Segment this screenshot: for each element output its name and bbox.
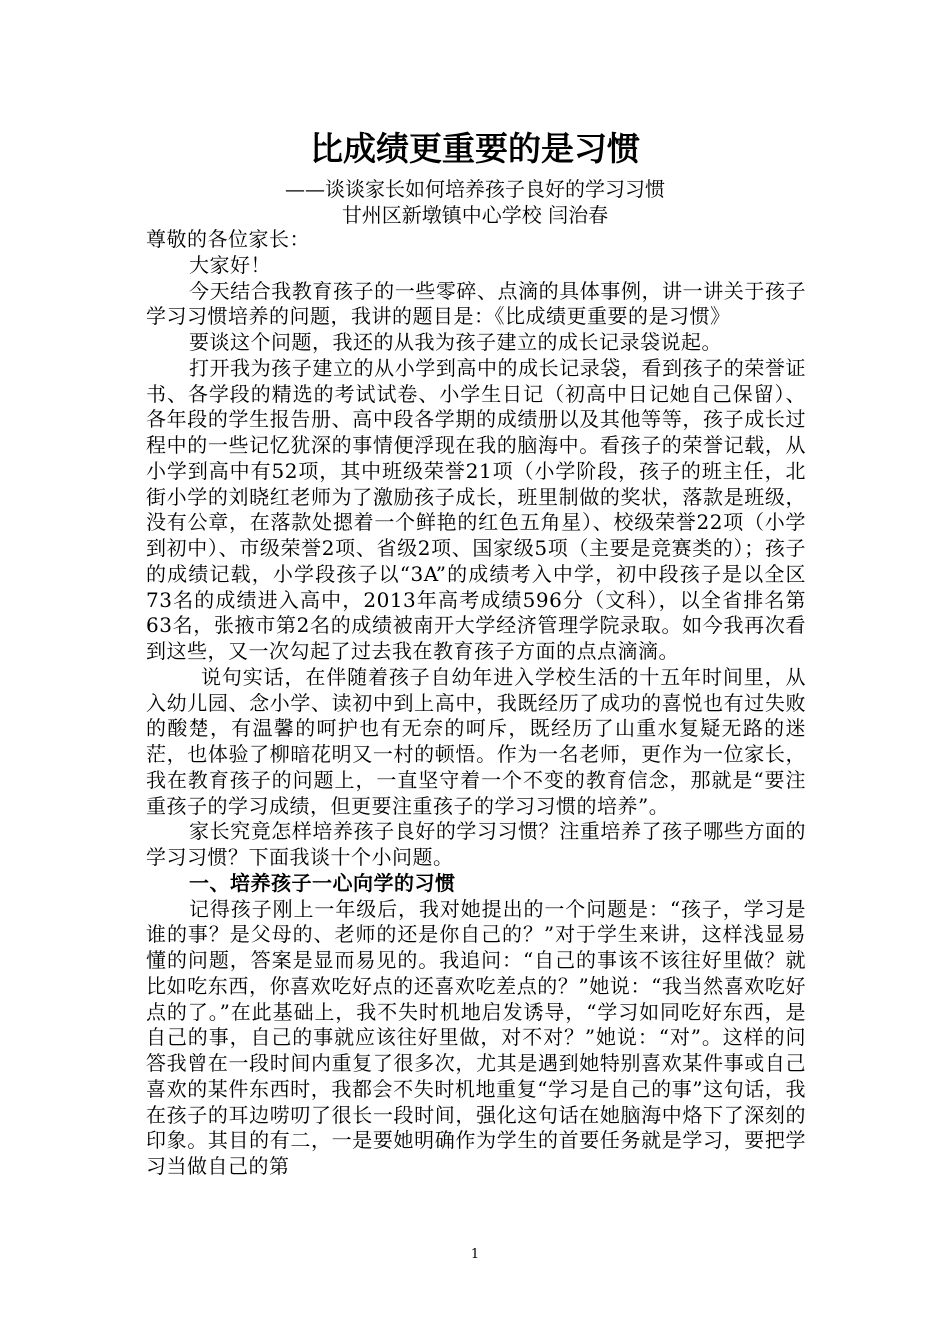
document-title: 比成绩更重要的是习惯 xyxy=(310,129,640,168)
page-number: 1 xyxy=(470,1247,480,1262)
document-subtitle: ——谈谈家长如何培养孩子良好的学习习惯 xyxy=(285,177,665,201)
salutation: 尊敬的各位家长： xyxy=(146,227,310,251)
greeting: 大家好！ xyxy=(189,252,271,277)
body-paragraph: 今天结合我教育孩子的一些零碎、点滴的具体事例，讲一讲关于孩子学习习惯培养的问题，我讲的题目是：《比成绩更重要的是习惯》 xyxy=(146,278,806,329)
body-paragraph: 记得孩子刚上一年级后，我对她提出的一个问题是：“孩子，学习是谁的事？是父母的、老师的还是你自己的？”对于学生来讲，这样浅显易懂的问题，答案是显而易见的。我追问：“自己的事该不该往好里做？就比如吃东西，你喜欢吃好点的还喜欢吃差点的？”她说：“我当然喜欢吃好点的了。”在此基础上，我不失时机地启发诱导，“学习如同吃好东西，是自己的事，自己的事就应该往好里做，对不对？”她说：“对”。这样的问答我曾在一段时间内重复了很多次，尤其是遇到她特别喜欢某件事或自己喜欢的某件东西时，我都会不失时机地重复“学习是自己的事”这句话，我在孩子的耳边唠叨了很长一段时间，强化这句话在她脑海中烙下了深刻的印象。其目的有二，一是要她明确作为学生的首要任务就是学习，要把学习当做自己的第 xyxy=(146,896,806,1178)
body-paragraph: 说句实话，在伴随着孩子自幼年进入学校生活的十五年时间里，从入幼儿园、念小学、读初中到上高中，我既经历了成功的喜悦也有过失败的酸楚，有温馨的呵护也有无奈的呵斥，既经历了山重水复疑无路的迷茫，也体验了柳暗花明又一村的顿悟。作为一名老师，更作为一位家长，我在教育孩子的问题上，一直坚守着一个不变的教育信念，那就是“要注重孩子的学习成绩，但更要注重孩子的学习习惯的培养”。 xyxy=(146,664,806,818)
body-paragraph: 要谈这个问题，我还的从我为孩子建立的成长记录袋说起。 xyxy=(189,330,722,354)
document-body xyxy=(146,227,806,1180)
body-paragraph: 打开我为孩子建立的从小学到高中的成长记录袋，看到孩子的荣誉证书、各学段的精选的考试试卷、小学生日记（初高中日记她自己保留）、各年段的学生报告册、高中段各学期的成绩册以及其他等等，孩子成长过程中的一些记忆犹深的事情便浮现在我的脑海中。看孩子的荣誉记载，从小学到高中有52项，其中班级荣誉21项（小学阶段，孩子的班主任，北街小学的刘晓红老师为了激励孩子成长，班里制做的奖状，落款是班级，没有公章，在落款处摁着一个鲜艳的红色五角星）、校级荣誉22项（小学到初中）、市级荣誉2项、省级2项、国家级5项（主要是竞赛类的）；孩子的成绩记载，小学段孩子以“3A”的成绩考入中学，初中段孩子是以全区73名的成绩进入高中，2013年高考成绩596分（文科），以全省排名第63名，张掖市第2名的成绩被南开大学经济管理学院录取。如今我再次看到这些，又一次勾起了过去我在教育孩子方面的点点滴滴。 xyxy=(146,355,806,663)
section-heading: 一、培养孩子一心向学的习惯 xyxy=(189,870,456,895)
body-paragraph: 家长究竟怎样培养孩子良好的学习习惯？注重培养了孩子哪些方面的学习习惯？下面我谈十个小问题。 xyxy=(146,819,806,869)
document-author: 甘州区新墩镇中心学校 闫治春 xyxy=(341,203,609,227)
